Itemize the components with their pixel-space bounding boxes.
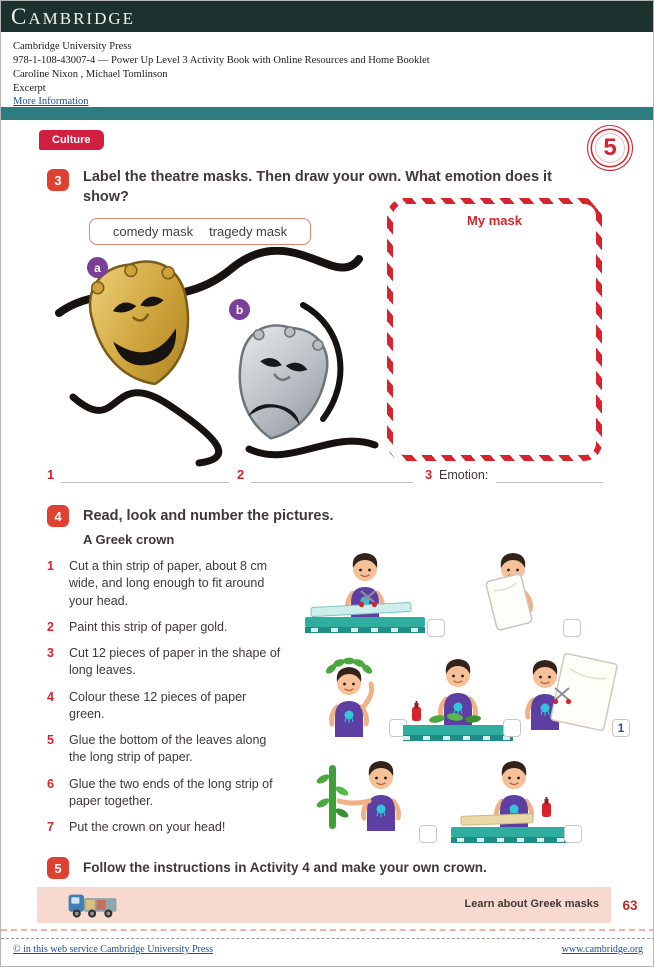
answer-box-1 (427, 619, 445, 637)
my-mask-title: My mask (467, 213, 522, 228)
cambridge-url-link[interactable]: www.cambridge.org (561, 944, 643, 955)
step-text: Glue the bottom of the leaves along the long strip of paper. (69, 733, 267, 765)
step-number: 2 (47, 619, 54, 634)
step-number: 7 (47, 820, 54, 834)
lesson-label: Learn about Greek masks (464, 898, 599, 910)
activity4-number: 4 (47, 505, 69, 527)
step-text: Colour these 12 pieces of paper green. (69, 689, 247, 721)
ribbon (73, 393, 219, 463)
copyright-link[interactable]: © in this web service Cambridge University Press (13, 944, 214, 955)
publication-info (13, 40, 430, 109)
teal-divider-bar (1, 107, 654, 120)
answer-line-3 (496, 482, 603, 483)
unit-number-badge: 5 (587, 125, 633, 171)
lesson-footer-bar (37, 887, 649, 923)
cambridge-header-bar (1, 1, 654, 32)
activity5-number: 5 (47, 857, 69, 879)
answer-box-2 (563, 619, 581, 637)
word-bank-item: tragedy mask (209, 224, 288, 239)
step-number: 6 (47, 776, 54, 791)
masks-svg (51, 247, 381, 467)
bottom-links-row (1, 944, 654, 955)
word-bank-item: comedy mask (112, 224, 194, 239)
instruction-step (47, 776, 299, 811)
authors-line: Caroline Nixon , Michael Tomlinson (13, 68, 168, 80)
activity3-number: 3 (47, 169, 69, 191)
step-number: 5 (47, 733, 54, 747)
step-picture-2 (453, 543, 573, 641)
activity5-title: Follow the instructions in Activity 4 and make your own crown. (83, 860, 487, 875)
answer-box-5: 1 (612, 719, 630, 737)
cambridge-logo: CAMBRIDGE (11, 3, 136, 29)
instruction-step (47, 689, 299, 724)
emotion-label: Emotion: (439, 468, 489, 482)
instruction-list (47, 558, 299, 845)
gray-dashed-divider (1, 938, 654, 939)
excerpt-label: Excerpt (13, 82, 46, 94)
tragedy-mask-illustration (229, 320, 334, 446)
page-number: 63 (611, 887, 649, 923)
answer-number-3: 3 (425, 467, 433, 482)
step-picture-3 (299, 649, 399, 741)
pink-dashed-divider (1, 929, 654, 931)
boy-colouring-leaves-illustration (403, 649, 513, 741)
ribbon (249, 441, 375, 455)
step-number: 1 (47, 559, 54, 573)
boy-cutting-strip-illustration (297, 541, 437, 641)
boy-holding-leaf-strip-illustration (299, 749, 429, 847)
mask-label-a: a (87, 257, 108, 278)
step-picture-5 (507, 646, 625, 741)
answer-number-1: 1 (47, 467, 55, 482)
instruction-step (47, 619, 299, 636)
step-text: Put the crown on your head! (69, 820, 226, 834)
answer-number-2: 2 (237, 467, 245, 482)
answer-line-1 (61, 482, 229, 483)
boy-cutting-big-paper-illustration (507, 646, 622, 741)
step-text: Glue the two ends of the long strip of paper together. (69, 776, 273, 808)
step-picture-4 (403, 649, 513, 741)
activity4-subtitle: A Greek crown (83, 532, 175, 547)
step-number: 3 (47, 646, 54, 660)
culture-badge: Culture (39, 130, 104, 150)
step-picture-6 (299, 749, 429, 847)
my-mask-drawing-box (387, 198, 602, 461)
step-number: 4 (47, 689, 54, 704)
answer-line-2 (251, 482, 413, 483)
instruction-step (47, 732, 299, 767)
more-information-link[interactable]: More Information (13, 96, 89, 108)
word-bank (89, 218, 311, 245)
step-text: Paint this strip of paper gold. (69, 619, 228, 634)
answer-box-6 (419, 825, 437, 843)
instruction-step (47, 558, 299, 610)
step-picture-7 (449, 749, 574, 847)
activity3-title: Label the theatre masks. Then draw your own. What emotion does it show? (83, 169, 552, 205)
truck-icon (65, 889, 121, 925)
publisher-name: Cambridge University Press (13, 41, 132, 52)
step-text: Cut a thin strip of paper, about 8 cm wide, and long enough to fit around your head. (69, 559, 268, 608)
step-picture-1 (297, 541, 437, 641)
activity4-title: Read, look and number the pictures. (83, 508, 334, 524)
step-text: Cut 12 pieces of paper in the shape of long leaves. (69, 646, 281, 678)
boy-wearing-crown-illustration (299, 649, 399, 741)
instruction-step (47, 645, 299, 680)
isbn-title-line: 978-1-108-43007-4 — Power Up Level 3 Activity Book with Online Resources and Home Booklet (13, 54, 430, 66)
theatre-masks-illustration (51, 247, 381, 467)
boy-holding-paper-illustration (453, 543, 573, 641)
mask-label-b: b (229, 299, 250, 320)
answer-box-7 (564, 825, 582, 843)
boy-gluing-strip-illustration (449, 749, 574, 847)
my-mask-drawing-area (393, 204, 596, 455)
instruction-step (47, 819, 299, 836)
